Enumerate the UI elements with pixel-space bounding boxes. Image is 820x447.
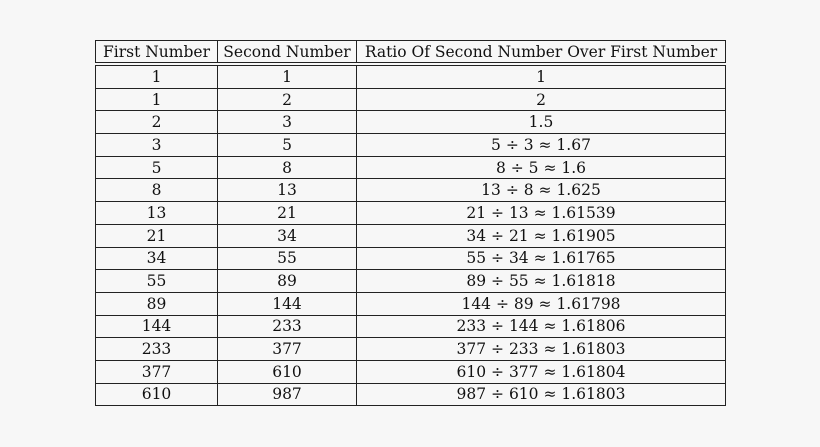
ratio-cell: 55 ÷ 34 ≈ 1.61765: [357, 247, 726, 270]
first-number-cell: 3: [96, 134, 218, 157]
first-number-cell: 377: [96, 360, 218, 383]
table-row: [96, 270, 726, 293]
first-number-cell: 89: [96, 292, 218, 315]
header-second-number: Second Number: [218, 41, 357, 63]
first-number-cell: 233: [96, 338, 218, 361]
first-number-cell: 1: [96, 66, 218, 89]
ratio-table-container: [95, 40, 725, 406]
ratio-cell: 8 ÷ 5 ≈ 1.6: [357, 156, 726, 179]
second-number-cell: 2: [218, 88, 357, 111]
second-number-cell: 13: [218, 179, 357, 202]
second-number-cell: 233: [218, 315, 357, 338]
ratio-cell: 5 ÷ 3 ≈ 1.67: [357, 134, 726, 157]
table-row: [96, 88, 726, 111]
first-number-cell: 610: [96, 383, 218, 406]
ratio-cell: 610 ÷ 377 ≈ 1.61804: [357, 360, 726, 383]
table-row: [96, 179, 726, 202]
second-number-cell: 610: [218, 360, 357, 383]
header-first-number: First Number: [96, 41, 218, 63]
second-number-cell: 34: [218, 224, 357, 247]
first-number-cell: 8: [96, 179, 218, 202]
fibonacci-ratio-table: [95, 40, 726, 406]
first-number-cell: 34: [96, 247, 218, 270]
ratio-cell: 21 ÷ 13 ≈ 1.61539: [357, 202, 726, 225]
table-row: [96, 292, 726, 315]
table-row: [96, 360, 726, 383]
first-number-cell: 13: [96, 202, 218, 225]
ratio-cell: 377 ÷ 233 ≈ 1.61803: [357, 338, 726, 361]
second-number-cell: 144: [218, 292, 357, 315]
first-number-cell: 144: [96, 315, 218, 338]
table-row: [96, 247, 726, 270]
second-number-cell: 1: [218, 66, 357, 89]
second-number-cell: 89: [218, 270, 357, 293]
table-row: [96, 111, 726, 134]
first-number-cell: 55: [96, 270, 218, 293]
ratio-cell: 13 ÷ 8 ≈ 1.625: [357, 179, 726, 202]
table-row: [96, 383, 726, 406]
first-number-cell: 21: [96, 224, 218, 247]
table-row: [96, 224, 726, 247]
second-number-cell: 21: [218, 202, 357, 225]
ratio-cell: 233 ÷ 144 ≈ 1.61806: [357, 315, 726, 338]
second-number-cell: 8: [218, 156, 357, 179]
ratio-cell: 89 ÷ 55 ≈ 1.61818: [357, 270, 726, 293]
ratio-cell: 34 ÷ 21 ≈ 1.61905: [357, 224, 726, 247]
ratio-cell: 987 ÷ 610 ≈ 1.61803: [357, 383, 726, 406]
table-row: [96, 134, 726, 157]
table-body: [96, 63, 726, 406]
second-number-cell: 987: [218, 383, 357, 406]
first-number-cell: 2: [96, 111, 218, 134]
second-number-cell: 3: [218, 111, 357, 134]
ratio-cell: 144 ÷ 89 ≈ 1.61798: [357, 292, 726, 315]
ratio-cell: 1.5: [357, 111, 726, 134]
header-row: [96, 41, 726, 63]
second-number-cell: 55: [218, 247, 357, 270]
table-row: [96, 202, 726, 225]
header-ratio: Ratio Of Second Number Over First Number: [357, 41, 726, 63]
ratio-cell: 1: [357, 66, 726, 89]
table-row: [96, 338, 726, 361]
table-row: [96, 315, 726, 338]
ratio-cell: 2: [357, 88, 726, 111]
first-number-cell: 5: [96, 156, 218, 179]
table-header: [96, 41, 726, 63]
first-number-cell: 1: [96, 88, 218, 111]
second-number-cell: 5: [218, 134, 357, 157]
second-number-cell: 377: [218, 338, 357, 361]
table-row: [96, 66, 726, 89]
table-row: [96, 156, 726, 179]
